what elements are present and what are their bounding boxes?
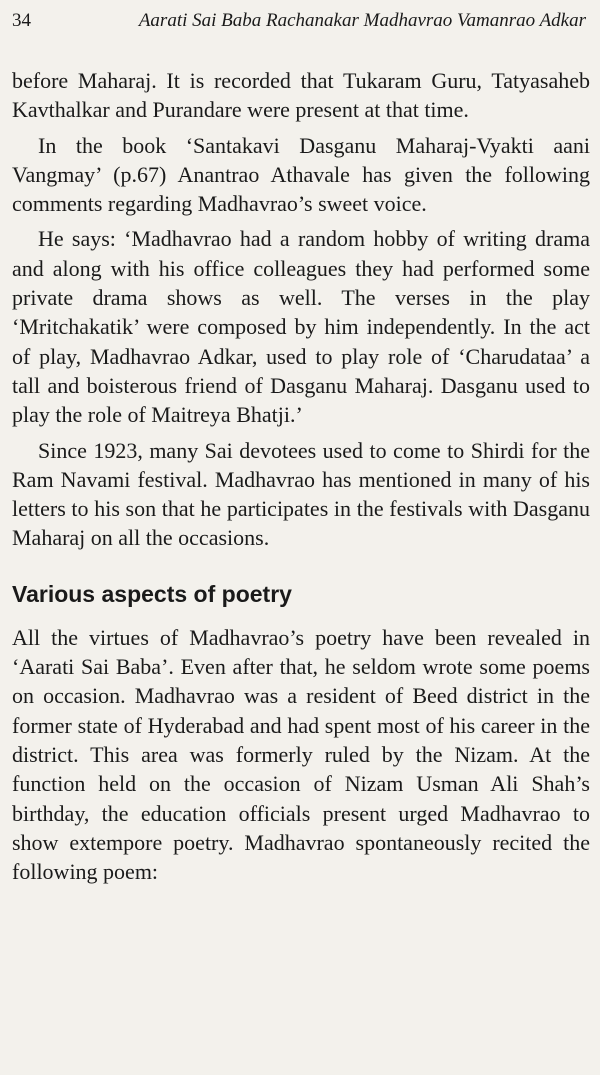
paragraph-ram-navami: Since 1923, many Sai devotees used to come to Shirdi for the Ram Navami festival. Madhavrao has mentioned in many of his letters to his son that he participates in the festivals with Dasganu Maharaj on all the occasions. [12, 437, 590, 551]
running-title: Aarati Sai Baba Rachanakar Madhavrao Vamanrao Adkar [138, 10, 586, 31]
paragraph-book-reference: In the book ‘Santakavi Dasganu Maharaj-Vyakti aani Vangmay’ (p.67) Anantrao Athavale has given the following comments regarding Madhavrao’s sweet voice. [12, 132, 590, 217]
page-number: 34 [12, 10, 31, 31]
running-header [12, 10, 586, 40]
body-text [12, 66, 590, 892]
paragraph-poetry: All the virtues of Madhavrao’s poetry have been revealed in ‘Aarati Sai Baba’. Even after that, he seldom wrote some poems on occasion. Madhavrao was a resident of Beed district in the former state of Hyderabad and had spent most of his career in the district. This area was formerly ruled by the Nizam. At the function held on the occasion of Nizam Usman Ali Shah’s birthday, the education officials present urged Madhavrao to show extempore poetry. Madhavrao spontaneously recited the following poem: [12, 624, 590, 885]
paragraph-continuation: before Maharaj. It is recorded that Tukaram Guru, Tatyasaheb Kavthalkar and Purandare were present at that time. [12, 68, 590, 123]
section-heading: Various aspects of poetry [12, 580, 292, 607]
paragraph-drama-quote: He says: ‘Madhavrao had a random hobby of writing drama and along with his office colleagues they had performed some private drama shows as well. The verses in the play ‘Mritchakatik’ were composed by him independently. In the act of play, Madhavrao Adkar, used to play role of ‘Charudataa’ a tall and boisterous friend of Dasganu Maharaj. Dasganu used to play the role of Maitreya Bhatji.’ [12, 226, 590, 428]
